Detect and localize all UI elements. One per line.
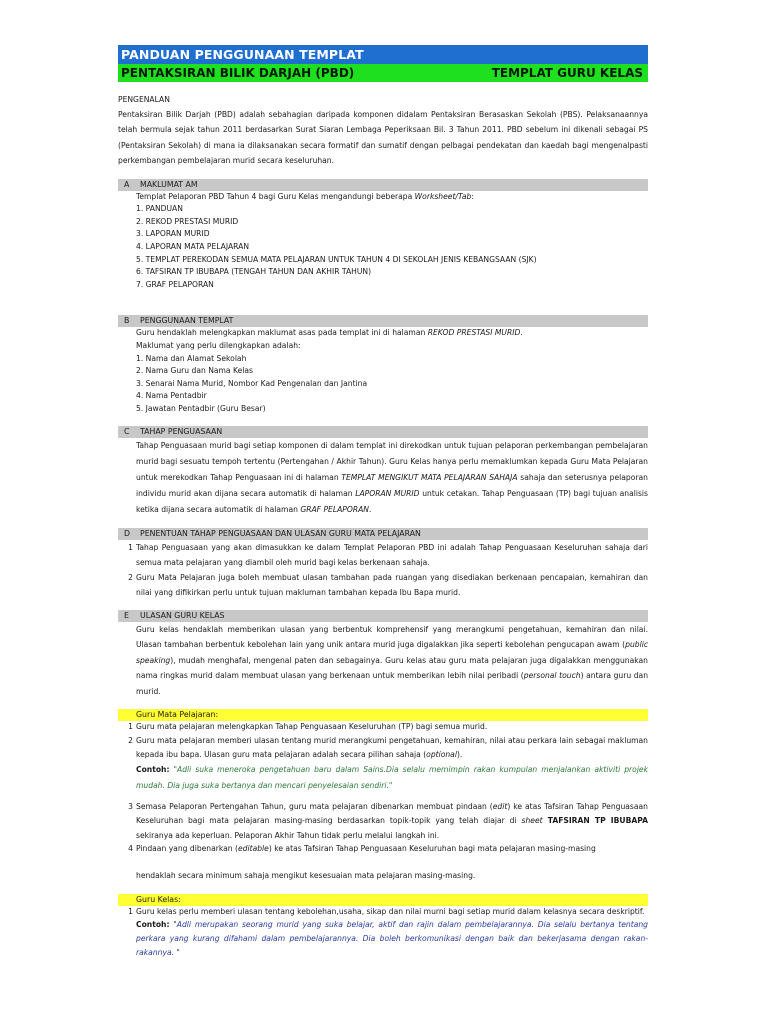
section-d-header [118,528,648,540]
item-text: Guru kelas perlu memberi ulasan tentang kebolehan,usaha, sikap dan nilai murni bagi setiap murid dalam kelasnya secara deskriptif. [136,907,645,917]
item-number: 1 [128,722,133,731]
item-number: 2 [128,735,133,745]
section-d-item-1 [118,540,648,570]
item-text: Guru mata pelajaran melengkapkan Tahap Penguasaan Keseluruhan (TP) bagi semua murid. [136,722,488,731]
contoh-label: Contoh: [136,764,170,774]
intro-text: Pentaksiran Bilik Darjah (PBD) adalah sebahagian daripada komponen didalam Pentaksiran Berasaskan Sekolah (PBS). Pelaksanaannya telah bermula sejak tahun 2011 berdasarkan Surat Siaran Lembaga Peperiksaan Bil. 3 Tahun 2011. PBD sebelum ini dikenali sebagai PS (Pentaksiran Sekolah) di mana ia dilaksanakan secara formatif dan sumatif dengan pelbagai pendekatan dan kaedah bagi mengenalpasti perkembangan pembelajaran murid secara keseluruhan. [118,109,648,166]
section-e-header [118,610,648,622]
section-c-italic-1: TEMPLAT MENGIKUT MATA PELAJARAN SAHAJA [341,472,518,482]
section-b-list [118,353,648,416]
item-3-end: sekiranya ada keperluan. Pelaporan Akhir Tahun tidak perlu melalui langkah ini. [136,830,440,840]
section-c-title: TAHAP PENGUASAAN [140,426,223,436]
section-b-lead-post: . [520,328,523,338]
item-2-text: Guru mata pelajaran memberi ulasan tentang murid merangkumi pengetahuan, kemahiran, nilai atau perkara lain sebagai makluman kepada ibu bapa. Ulasan guru mata pelajaran adalah secara pilihan sahaja ( [136,735,648,759]
section-e-text-3: ) antara guru dan murid. [136,671,649,696]
item-number: 1 [128,542,133,552]
list-item: 3. LAPORAN MURID [136,229,210,239]
guide-page [118,45,648,960]
section-c-italic-2: LAPORAN MURID [355,488,420,498]
section-d-letter: D [124,528,131,538]
list-item: 5. TEMPLAT PEREKODAN SEMUA MATA PELAJARAN UNTUK TAHUN 4 DI SEKOLAH JENIS KEBANGSAAN (SJK) [136,254,537,264]
guru-kelas-item-1 [118,906,648,918]
contoh-label: Contoh: [136,920,170,930]
list-item: 1. PANDUAN [136,204,183,214]
section-c-p1-end: . [368,504,372,514]
item-3-mid: ) ke atas Tafsiran Tahap Penguasaan Keseluruhan bagi mata pelajaran masing-masing berdasarkan topik-topik yang telah diajar di [136,801,648,826]
guru-mp-item-3 [118,800,648,844]
guru-mp-item-4 [118,843,648,856]
contoh-text: "Adli merupakan seorang murid yang suka belajar, aktif dan rajin dalam pembelajarannya. Dia selalu bertanya tentang perkara yang kurang difahami dalam pembelajarannya. Dia boleh berkomunikasi dengan baik dan bekerjasama dengan rakan-rakannya. " [136,920,648,958]
item-number: 1 [128,907,133,917]
section-e-letter: E [124,610,129,620]
section-e-title: ULASAN GURU KELAS [140,610,225,620]
section-b-lead-text: Guru hendaklah melengkapkan maklumat asas pada templat ini di halaman [136,328,428,338]
item-number: 2 [128,572,133,582]
section-a-list [118,203,648,291]
subtitle-bar [118,64,648,82]
list-item: 2. Nama Guru dan Nama Kelas [136,366,253,376]
intro-title: PENGENALAN [118,95,170,104]
section-b-lead2: Maklumat yang perlu dilengkapkan adalah: [136,340,301,350]
item-4-end: ) ke atas Tafsiran Tahap Penguasaan Keseluruhan bagi mata pelajaran masing-masing [268,844,596,854]
list-item: 3. Senarai Nama Murid, Nombor Kad Pengenalan dan Jantina [136,378,368,388]
section-a-lead-post: : [471,191,474,201]
section-e-italic-2: personal touch [523,671,581,680]
section-c-p1: Tahap Penguasaan murid bagi setiap komponen di dalam templat ini direkodkan untuk tujuan pelaporan perkembangan pembelajaran murid bagi sesuatu tempoh tertentu (Pertengahan / Akhir Tahun). Guru Kelas hanya perlu memaklumkan kepada Guru Mata Pelajaran untuk merekodkan Tahap Penguasaan ini di halaman [136,440,648,482]
section-e-text-2: ), mudah menghafal, mengenal paten dan sebagainya. Guru kelas atau guru mata pelajaran juga digalakkan menggunakan nama ringkas murid dalam membuat ulasan yang berkenaan untuk memberikan lebih nilai peribadi ( [136,655,648,680]
list-item: 5. Jawatan Pentadbir (Guru Besar) [136,403,266,413]
guru-mp-item-1 [118,721,648,734]
list-item: 1. Nama dan Alamat Sekolah [136,353,247,363]
item-text [136,843,648,856]
guru-mp-item-2 [118,734,648,762]
list-item: 7. GRAF PELAPORAN [136,279,214,289]
item-text: Tahap Penguasaan yang akan dimasukkan ke dalam Templat Pelaporan PBD ini adalah Tahap Penguasaan Keseluruhan sahaja dari semua mata pelajaran yang diambil oleh murid bagi kelas berkenaan sahaja. [136,542,648,567]
subtitle-right: TEMPLAT GURU KELAS [491,66,643,80]
item-text: Guru Mata Pelajaran juga boleh membuat ulasan tambahan pada ruangan yang disediakan berkenaan pencapaian, kemahiran dan nilai yang difikirkan perlu untuk tujuan makluman tambahan kepada Ibu Bapa murid. [136,572,648,597]
section-d-item-2 [118,570,648,600]
section-a-lead-text: Templat Pelaporan PBD Tahun 4 bagi Guru Kelas mengandungi beberapa [136,191,415,201]
list-item: 4. LAPORAN MATA PELAJARAN [136,241,250,251]
item-text [136,734,648,762]
guru-mp-example [118,762,648,794]
list-item: 6. TAFSIRAN TP IBUBAPA (TENGAH TAHUN DAN AKHIR TAHUN) [136,267,372,277]
item-3-italic: edit [492,801,508,811]
item-3-text: Semasa Pelaporan Pertengahan Tahun, guru mata pelajaran dibenarkan membuat pindaan ( [136,801,493,811]
section-a-lead [118,191,648,204]
item-2-italic: optional [426,749,457,759]
section-c-p1-post2: untuk cetakan. Tahap Penguasaan (TP) bagi tujuan analisis ketika dijana secara automatik di halaman [136,488,648,514]
subtitle-left: PENTAKSIRAN BILIK DARJAH (PBD) [121,66,355,80]
item-3-bold: TAFSIRAN TP IBUBAPA [542,816,648,826]
document-title: PANDUAN PENGGUNAAN TEMPLAT [118,45,648,64]
section-c-letter: C [124,426,130,436]
item-number: 3 [128,801,133,811]
section-d-title: PENENTUAN TAHAP PENGUASAAN DAN ULASAN GURU MATA PELAJARAN [140,528,421,538]
guru-mata-pelajaran-header: Guru Mata Pelajaran: [118,709,648,721]
section-b-header [118,315,648,327]
list-item: 4. Nama Pentadbir [136,391,207,401]
section-c-header [118,426,648,438]
section-c-italic-3: GRAF PELAPORAN [300,504,369,514]
item-4-text: Pindaan yang dibenarkan ( [136,844,238,854]
section-b-lead [118,327,648,340]
item-number: 4 [128,844,133,854]
section-a-lead-italic: Worksheet/Tab [414,191,472,201]
section-e-text-1: Guru kelas hendaklah memberikan ulasan yang berbentuk komprehensif yang merangkumi pengetahuan, kemahiran dan nilai. Ulasan tambahan berbentuk kebolehan lain yang unik antara murid juga digalakkan jika seperti kebolehan pengucapan awam ( [136,624,648,649]
contoh-text: "Adli suka meneroka pengetahuan baru dalam Sains.Dia selalu memimpin rakan kumpulan menjalankan aktiviti projek mudah. Dia juga suka bertanya dan mencari penyelesaian sendiri." [136,764,648,790]
section-a-header [118,179,648,191]
section-b-letter: B [124,316,130,326]
item-3-italic-2: sheet [521,816,543,826]
section-b-lead-italic: REKOD PRESTASI MURID [427,328,521,338]
item-text [136,800,648,844]
section-c-text [118,438,648,518]
section-c-p1-post: sahaja dan seterusnya pelaporan individu murid akan dijana secara automatik di halaman [136,472,648,498]
guru-mp-item-4-cont: hendaklah secara minimum sahaja mengikut kesesuaian mata pelajaran masing-masing. [136,870,476,880]
section-a-title: MAKLUMAT AM [140,179,198,189]
section-e-text [118,622,648,700]
section-b-title: PENGGUNAAN TEMPLAT [140,316,234,326]
section-e-italic-1: public speaking [136,640,648,665]
guru-kelas-example [118,918,648,960]
item-2-end: ). [456,749,463,759]
item-4-italic: editable [238,844,269,854]
section-a-letter: A [124,179,130,189]
guru-kelas-header: Guru Kelas: [118,894,648,906]
list-item: 2. REKOD PRESTASI MURID [136,216,239,226]
